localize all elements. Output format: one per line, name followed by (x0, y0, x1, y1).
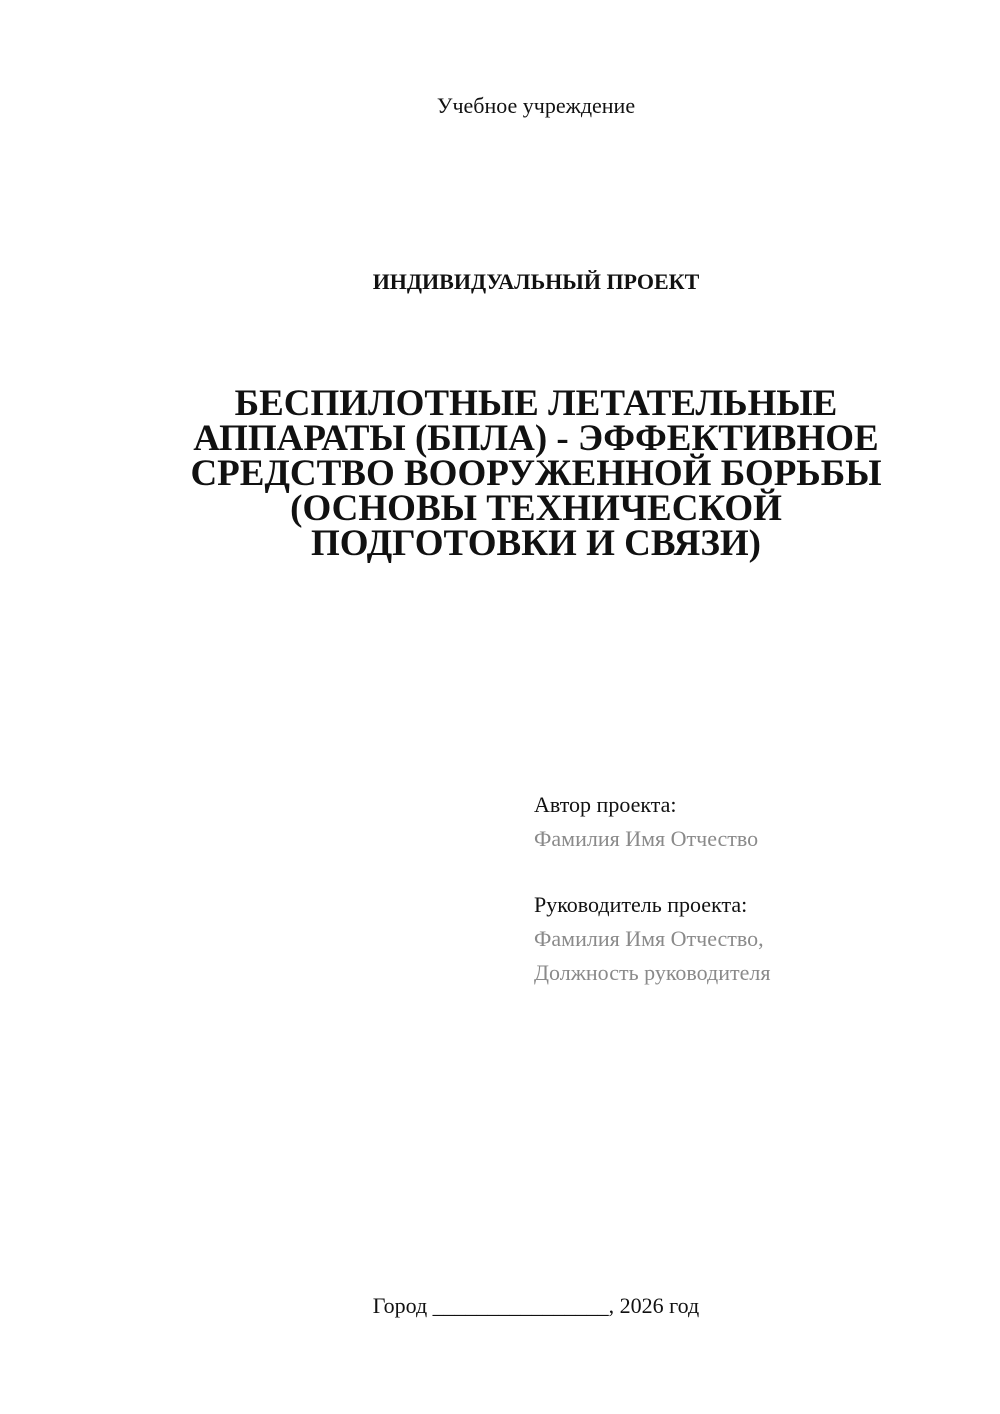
title-line: БЕСПИЛОТНЫЕ ЛЕТАТЕЛЬНЫЕ (234, 383, 838, 424)
author-name-placeholder: Фамилия Имя Отчество (534, 826, 759, 851)
title-line: (ОСНОВЫ ТЕХНИЧЕСКОЙ (290, 488, 782, 529)
supervisor-name-placeholder: Фамилия Имя Отчество, (534, 926, 764, 951)
title-line: ПОДГОТОВКИ И СВЯЗИ) (310, 523, 762, 564)
author-label: Автор проекта: (534, 792, 677, 817)
title-line: АППАРАТЫ (БПЛА) - ЭФФЕКТИВНОЕ (193, 418, 879, 459)
spacer (534, 856, 954, 888)
document-type-label: ИНДИВИДУАЛЬНЫЙ ПРОЕКТ (372, 269, 700, 294)
people-block (534, 788, 954, 990)
project-title (160, 383, 912, 564)
title-line: СРЕДСТВО ВООРУЖЕННОЙ БОРЬБЫ (190, 453, 882, 494)
supervisor-label: Руководитель проекта: (534, 892, 748, 917)
city-year-line: Город ________________, 2026 год (372, 1293, 700, 1318)
institution-name: Учебное учреждение (436, 93, 636, 118)
supervisor-position-placeholder: Должность руководителя (534, 960, 771, 985)
